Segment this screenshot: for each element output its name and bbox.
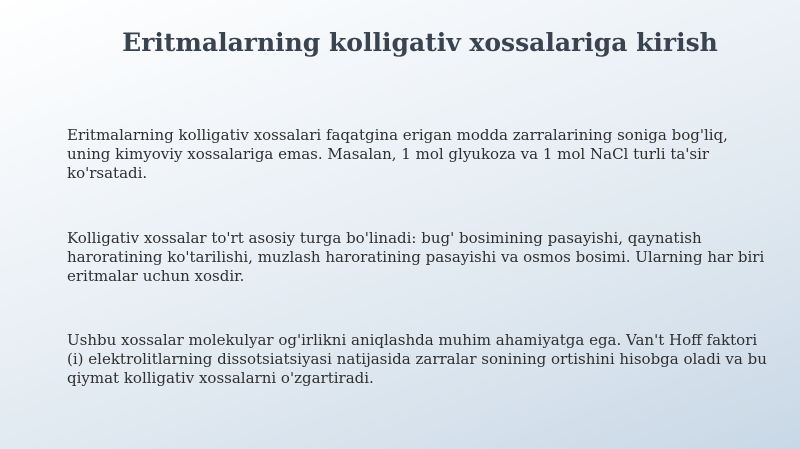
- paragraph-intro: Eritmalarning kolligativ xossalari faqatgina erigan modda zarralarining soniga bog'liq, uning kimyoviy xossalariga emas. Masalan, 1 mol glyukoza va 1 mol NaCl turli ta'sir ko'rsatadi.: [67, 126, 728, 182]
- slide-title: Eritmalarning kolligativ xossalariga kirish: [122, 28, 718, 57]
- paragraph-types: Kolligativ xossalar to'rt asosiy turga bo'linadi: bug' bosimining pasayishi, qaynatish haroratining ko'tarilishi, muzlash haroratining pasayishi va osmos bosimi. Ularning har biri eritmalar uchun xosdir.: [67, 229, 765, 285]
- paragraph-vant-hoff: Ushbu xossalar molekulyar og'irlikni aniqlashda muhim ahamiyatga ega. Van't Hoff faktori (i) elektrolitlarning dissotsiatsiyasi natijasida zarralar sonining ortishini hisobga oladi va bu qiymat kolligativ xossalarni o'zgartiradi.: [67, 331, 767, 387]
